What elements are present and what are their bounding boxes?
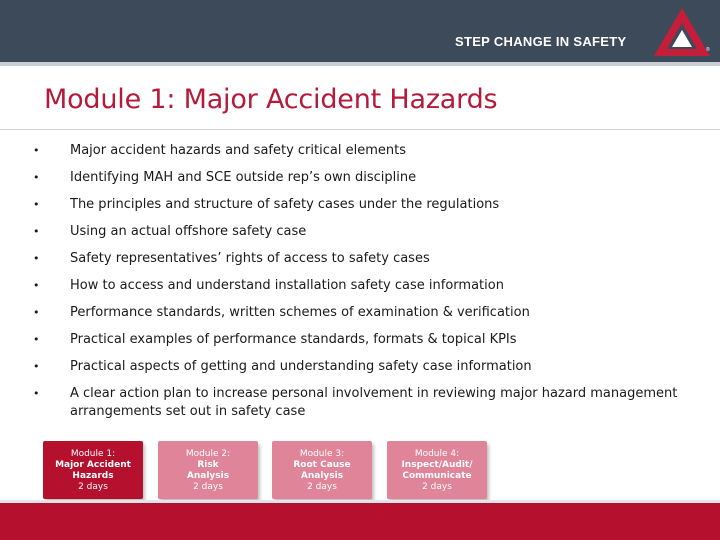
module-name-line1: Root Cause — [293, 460, 351, 470]
bullet-icon: • — [33, 387, 40, 400]
bullet-list — [30, 142, 690, 421]
bullet-icon: • — [33, 171, 40, 184]
module-row — [43, 441, 503, 503]
bullet-icon: • — [33, 144, 40, 157]
module-name-line2: Analysis — [300, 471, 344, 481]
title-divider — [0, 129, 720, 130]
list-item — [30, 358, 690, 385]
bullet-icon: • — [33, 198, 40, 211]
bullet-icon: • — [33, 279, 40, 292]
list-item — [30, 196, 690, 223]
list-item — [30, 169, 690, 196]
module-duration: 2 days — [422, 482, 452, 492]
list-item — [30, 277, 690, 304]
list-item — [30, 304, 690, 331]
module-number: Module 3: — [299, 449, 345, 459]
list-item-text: How to access and understand installation safety case information — [70, 278, 504, 293]
module-name-line1: Risk — [197, 460, 219, 470]
list-item — [30, 250, 690, 277]
list-item-text: Practical examples of performance standards, formats & topical KPIs — [70, 332, 517, 347]
module-card-3[interactable] — [272, 441, 372, 499]
list-item-text: Performance standards, written schemes of examination & verification — [70, 305, 530, 320]
list-item — [30, 142, 690, 169]
list-item — [30, 331, 690, 358]
list-item-text: Safety representatives’ rights of access to safety cases — [70, 251, 430, 266]
list-item-text: A clear action plan to increase personal involvement in reviewing major hazard management arrangements set out in safety case — [70, 386, 678, 419]
module-duration: 2 days — [193, 482, 223, 492]
page-title: Module 1: Major Accident Hazards — [44, 84, 498, 115]
module-card-2[interactable] — [158, 441, 258, 499]
registered-mark: ® — [706, 47, 710, 53]
list-item-text: Major accident hazards and safety critical elements — [70, 143, 406, 158]
bullet-icon: • — [33, 225, 40, 238]
list-item-text: Using an actual offshore safety case — [70, 224, 307, 239]
module-number: Module 2: — [185, 449, 231, 459]
bullet-icon: • — [33, 333, 40, 346]
module-name-line2: Hazards — [72, 471, 114, 481]
module-name-line2: Communicate — [402, 471, 472, 481]
module-name-line1: Major Accident — [55, 460, 131, 470]
module-name-line1: Inspect/Audit/ — [401, 460, 473, 470]
bullet-icon: • — [33, 306, 40, 319]
bullet-icon: • — [33, 360, 40, 373]
module-number: Module 1: — [70, 449, 116, 459]
list-item — [30, 385, 690, 421]
module-duration: 2 days — [307, 482, 337, 492]
list-item-text: The principles and structure of safety cases under the regulations — [70, 197, 500, 212]
module-number: Module 4: — [414, 449, 460, 459]
footer-bar — [0, 503, 720, 540]
module-card-1[interactable] — [43, 441, 143, 499]
step-change-triangle-logo-icon — [652, 6, 712, 58]
bullet-icon: • — [33, 252, 40, 265]
module-name-line2: Analysis — [186, 471, 230, 481]
brand-name: STEP CHANGE IN SAFETY — [455, 34, 627, 49]
list-item — [30, 223, 690, 250]
list-item-text: Identifying MAH and SCE outside rep’s own discipline — [70, 170, 417, 185]
header-divider — [0, 62, 720, 66]
module-duration: 2 days — [78, 482, 108, 492]
list-item-text: Practical aspects of getting and understanding safety case information — [70, 359, 532, 374]
header-bar — [0, 0, 720, 62]
module-card-4[interactable] — [387, 441, 487, 499]
